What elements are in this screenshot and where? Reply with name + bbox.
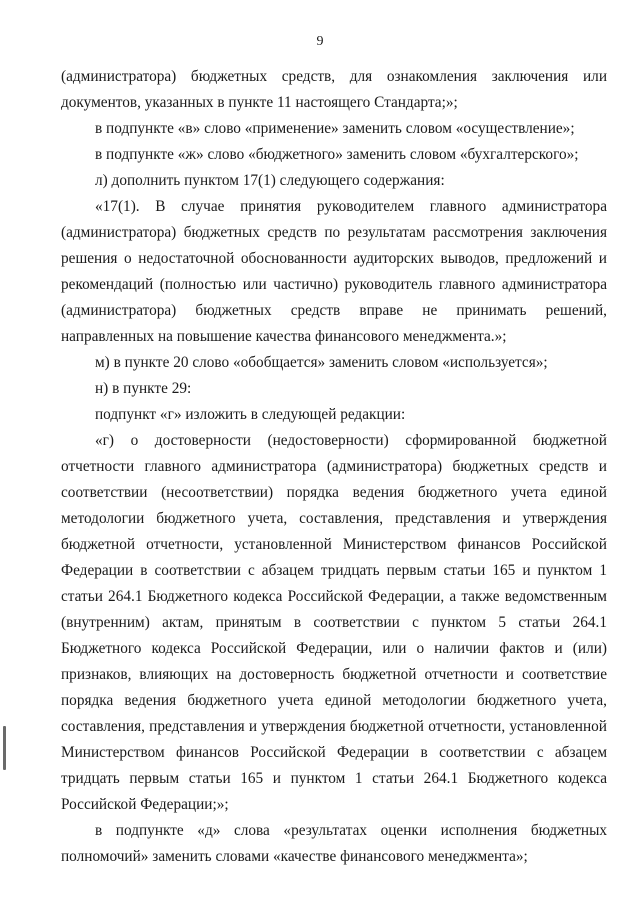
paragraph-subitem-v: в подпункте «в» слово «применение» заменить словом «осуществление»;: [95, 120, 575, 137]
page-number: 9: [316, 34, 324, 49]
paragraph-item-17-1: «17(1). В случае принятия руководителем главного администратора (администратора) бюджетных средств по результатам рассмотрения заключения решения о недостаточной обоснованности аудиторских выводов, предложений и рекомендаций (полностью или частично) руководитель главного администратора (администратора) бюджетных средств вправе не принимать решений, направленных на повышение качества финансового менеджмента.»;: [61, 198, 607, 345]
paragraph-subitem-zh: в подпункте «ж» слово «бюджетного» заменить словом «бухгалтерского»;: [95, 146, 579, 163]
paragraph-continuation: (администратора) бюджетных средств, для ознакомления заключения или документов, указанных в пункте 11 настоящего Стандарта;»;: [61, 68, 607, 111]
paragraph-subitem-g-intro: подпункт «г» изложить в следующей редакции:: [95, 406, 406, 423]
paragraph-subitem-d: в подпункте «д» слова «результатах оценки исполнения бюджетных полномочий» заменить словами «качестве финансового менеджмента»;: [61, 822, 607, 865]
paragraph-subitem-g-text: «г) о достоверности (недостоверности) сформированной бюджетной отчетности главного администратора (администратора) бюджетных средств и соответствии (несоответствии) порядка ведения бюджетного учета единой методологии бюджетного учета, составления, представления и утверждения бюджетной отчетности, установленной Министерством финансов Российской Федерации в соответствии с абзацем тридцать первым статьи 165 и пунктом 1 статьи 264.1 Бюджетного кодекса Российской Федерации, а также ведомственным (внутренним) актам, принятым в соответствии с пунктом 5 статьи 264.1 Бюджетного кодекса Российской Федерации, или о наличии фактов и (или) признаков, влияющих на достоверность бюджетной отчетности и соответствие порядка ведения бюджетного учета единой методологии бюджетного учета, составления, представления и утверждения бюджетной отчетности, установленной Министерством финансов Российской Федерации в соответствии с абзацем тридцать первым статьи 165 и пунктом 1 статьи 264.1 Бюджетного кодекса Российской Федерации;»;: [61, 432, 607, 813]
paragraph-item-m: м) в пункте 20 слово «обобщается» заменить словом «используется»;: [95, 354, 548, 371]
document-body: [61, 64, 607, 870]
paragraph-item-l: л) дополнить пунктом 17(1) следующего содержания:: [95, 172, 445, 189]
paragraph-item-n: н) в пункте 29:: [95, 380, 192, 397]
scan-margin-mark: [3, 726, 6, 770]
